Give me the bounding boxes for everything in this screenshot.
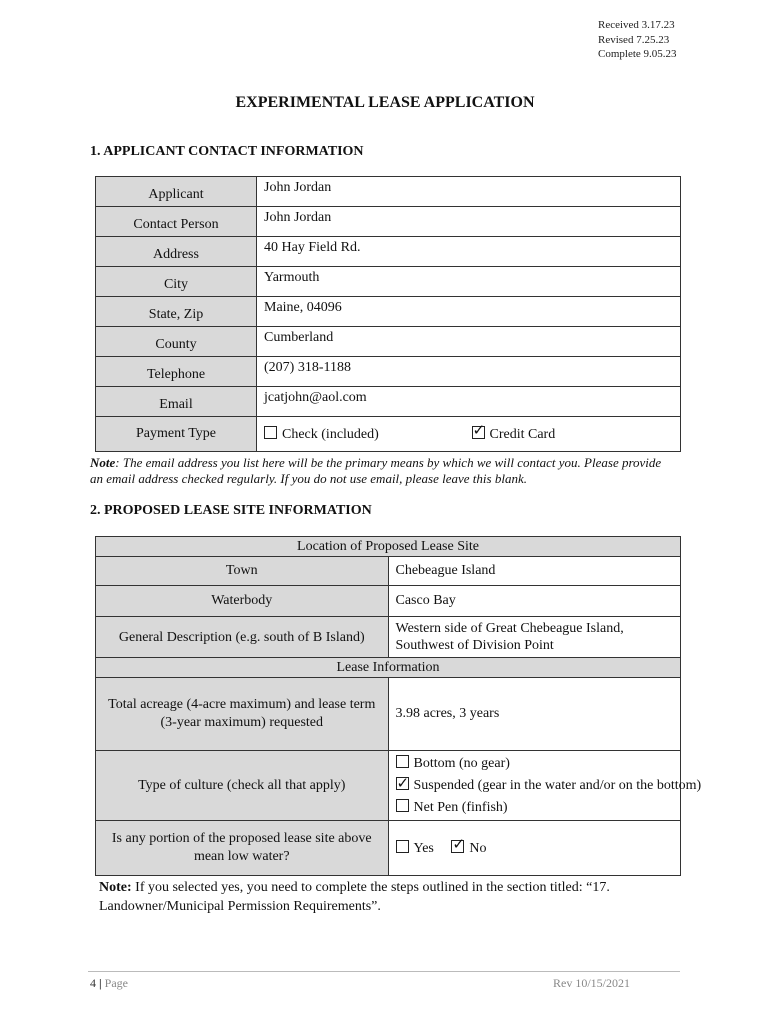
net-pen-checkbox[interactable] [396,799,409,812]
county-value[interactable]: Cumberland [257,327,681,357]
telephone-value[interactable]: (207) 318-1188 [257,357,681,387]
note-label: Note [90,455,116,470]
no-checkbox[interactable] [451,840,464,853]
received-stamp [598,18,677,62]
table-row [96,557,681,586]
waterbody-value[interactable]: Casco Bay [388,586,681,617]
table-row [96,267,681,297]
address-label: Address [96,237,257,267]
payment-type-label: Payment Type [96,417,257,452]
culture-type-options [388,751,702,821]
description-value[interactable]: Western side of Great Chebeague Island, Southwest of Division Point [388,617,681,658]
email-label: Email [96,387,257,417]
complete-date: Complete 9.05.23 [598,48,677,60]
table-row [96,177,681,207]
net-pen-option-label: Net Pen (finfish) [413,799,508,815]
section2-heading: 2. PROPOSED LEASE SITE INFORMATION [90,503,372,518]
suspended-checkbox[interactable] [396,777,409,790]
credit-card-option-label: Credit Card [489,426,556,442]
note-text: If you selected yes, you need to complete the steps outlined in the section titled: “17. Landowner/Municipal Permission Requirements”. [99,880,610,914]
location-header: Location of Proposed Lease Site [96,537,681,557]
state-zip-value[interactable]: Maine, 04096 [257,297,681,327]
payment-type-options [257,417,681,452]
revision-date: Rev 10/15/2021 [553,976,630,990]
yes-option-label: Yes [413,840,434,856]
mlw-question-label: Is any portion of the proposed lease site above mean low water? [96,821,389,876]
email-value[interactable]: jcatjohn@aol.com [257,387,681,417]
table-row [96,537,681,557]
landowner-note [99,878,679,916]
table-row [96,658,681,678]
table-row [96,678,681,751]
check-checkbox[interactable] [264,426,277,439]
city-label: City [96,267,257,297]
lease-info-header: Lease Information [96,658,681,678]
state-zip-label: State, Zip [96,297,257,327]
bottom-option-label: Bottom (no gear) [413,755,510,771]
table-row [96,207,681,237]
description-label: General Description (e.g. south of B Island) [96,617,389,658]
table-row [96,327,681,357]
revised-date: Revised 7.25.23 [598,33,670,46]
mlw-options [388,821,681,876]
waterbody-label: Waterbody [96,586,389,617]
acreage-value[interactable]: 3.98 acres, 3 years [388,678,681,751]
footer-divider [88,971,680,972]
table-row [96,617,681,658]
check-option-label: Check (included) [282,426,379,442]
no-option-label: No [469,840,487,856]
applicant-contact-table [95,176,681,452]
contact-person-label: Contact Person [96,207,257,237]
document-title: EXPERIMENTAL LEASE APPLICATION [235,94,535,111]
note-text: : The email address you list here will be the primary means by which we will contact you. Please provide an email address checked regularly. If you do not use email, please leave this blank. [90,455,662,486]
note-label: Note: [99,880,132,895]
telephone-label: Telephone [96,357,257,387]
address-value[interactable]: 40 Hay Field Rd. [257,237,681,267]
table-row [96,417,681,452]
credit-card-checkbox[interactable] [472,426,485,439]
culture-option [396,775,702,797]
lease-site-table [95,536,702,876]
bottom-checkbox[interactable] [396,755,409,768]
received-date: Received 3.17.23 [598,19,675,31]
town-value[interactable]: Chebeague Island [388,557,681,586]
table-row [96,297,681,327]
culture-option [396,753,674,775]
applicant-label: Applicant [96,177,257,207]
table-row [96,821,681,876]
acreage-label: Total acreage (4-acre maximum) and lease term (3-year maximum) requested [96,678,389,751]
contact-person-value[interactable]: John Jordan [257,207,681,237]
county-label: County [96,327,257,357]
applicant-value[interactable]: John Jordan [257,177,681,207]
section1-heading: 1. APPLICANT CONTACT INFORMATION [90,144,364,159]
suspended-option-label: Suspended (gear in the water and/or on the bottom) [413,777,702,793]
city-value[interactable]: Yarmouth [257,267,681,297]
page-number: 4 [90,976,96,990]
table-row [96,751,681,821]
page-separator: | [99,976,102,990]
town-label: Town [96,557,389,586]
table-row [96,387,681,417]
table-row [96,586,681,617]
culture-type-label: Type of culture (check all that apply) [96,751,389,821]
page-word: Page [104,976,128,990]
table-row [96,357,681,387]
yes-checkbox[interactable] [396,840,409,853]
page-footer [90,976,128,991]
email-note [90,455,670,487]
culture-option [396,797,674,819]
table-row [96,237,681,267]
